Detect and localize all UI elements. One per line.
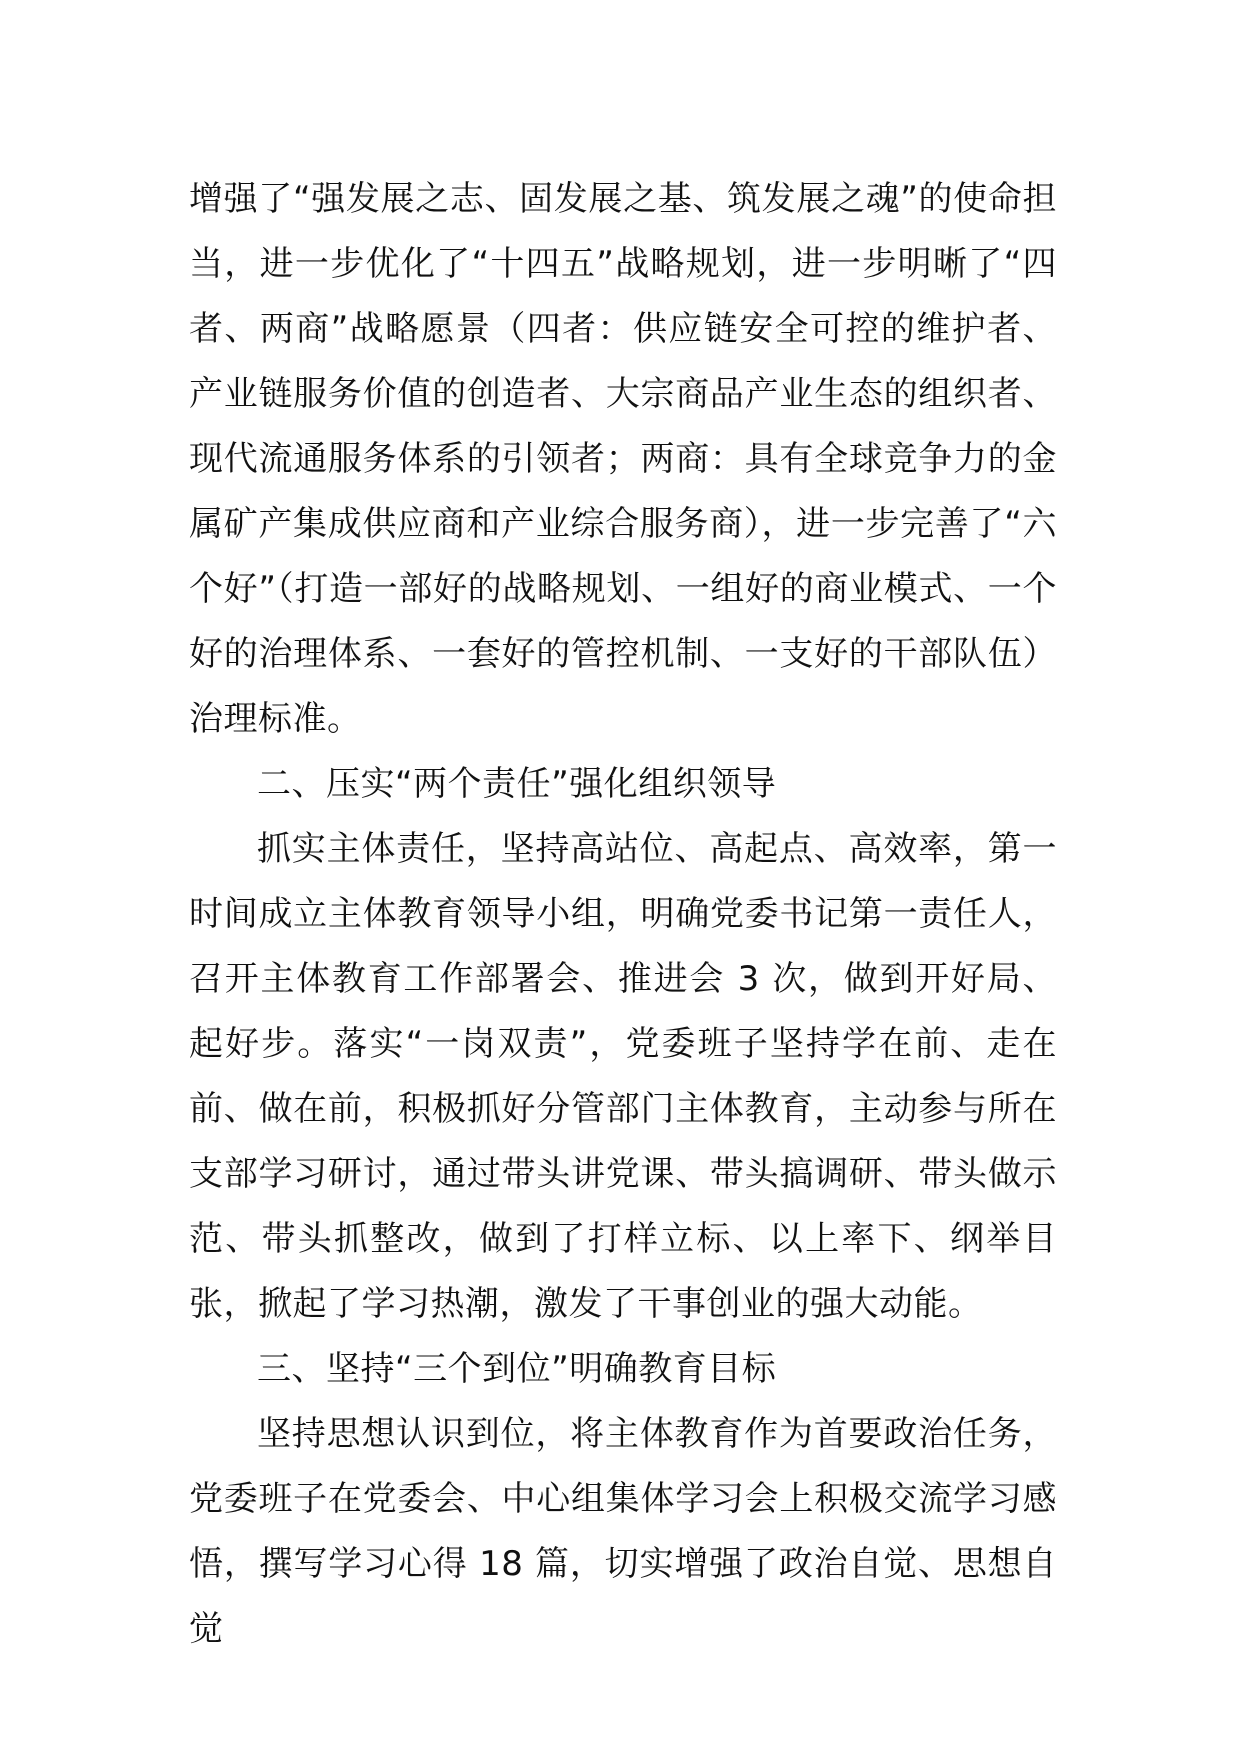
section-heading-3: 三、坚持“三个到位”明确教育目标 (257, 1349, 777, 1389)
document-page (189, 167, 1057, 1662)
body-paragraph-2: 抓实主体责任，坚持高站位、高起点、高效率，第一时间成立主体教育领导小组，明确党委书记第一责任人，召开主体教育工作部署会、推进会 3 次，做到开好局、起好步。落实“一岗双责”，党委班子坚持学在前、走在前、做在前，积极抓好分管部门主体教育，主动参与所在支部学习研讨，通过带头讲党课、带头搞调研、带头做示范、带头抓整改，做到了打样立标、以上率下、纲举目张，掀起了学习热潮，激发了干事创业的强大动能。 (189, 829, 1057, 1324)
section-heading-2: 二、压实“两个责任”强化组织领导 (257, 764, 777, 804)
body-paragraph-3: 坚持思想认识到位，将主体教育作为首要政治任务，党委班子在党委会、中心组集体学习会上积极交流学习感悟，撰写学习心得 18 篇，切实增强了政治自觉、思想自觉 (189, 1414, 1057, 1649)
body-paragraph-1: 增强了“强发展之志、固发展之基、筑发展之魂”的使命担当，进一步优化了“十四五”战略规划，进一步明晰了“四者、两商”战略愿景（四者：供应链安全可控的维护者、产业链服务价值的创造者、大宗商品产业生态的组织者、现代流通服务体系的引领者；两商：具有全球竞争力的金属矿产集成供应商和产业综合服务商），进一步完善了“六个好”（打造一部好的战略规划、一组好的商业模式、一个好的治理体系、一套好的管控机制、一支好的干部队伍）治理标准。 (189, 179, 1057, 739)
